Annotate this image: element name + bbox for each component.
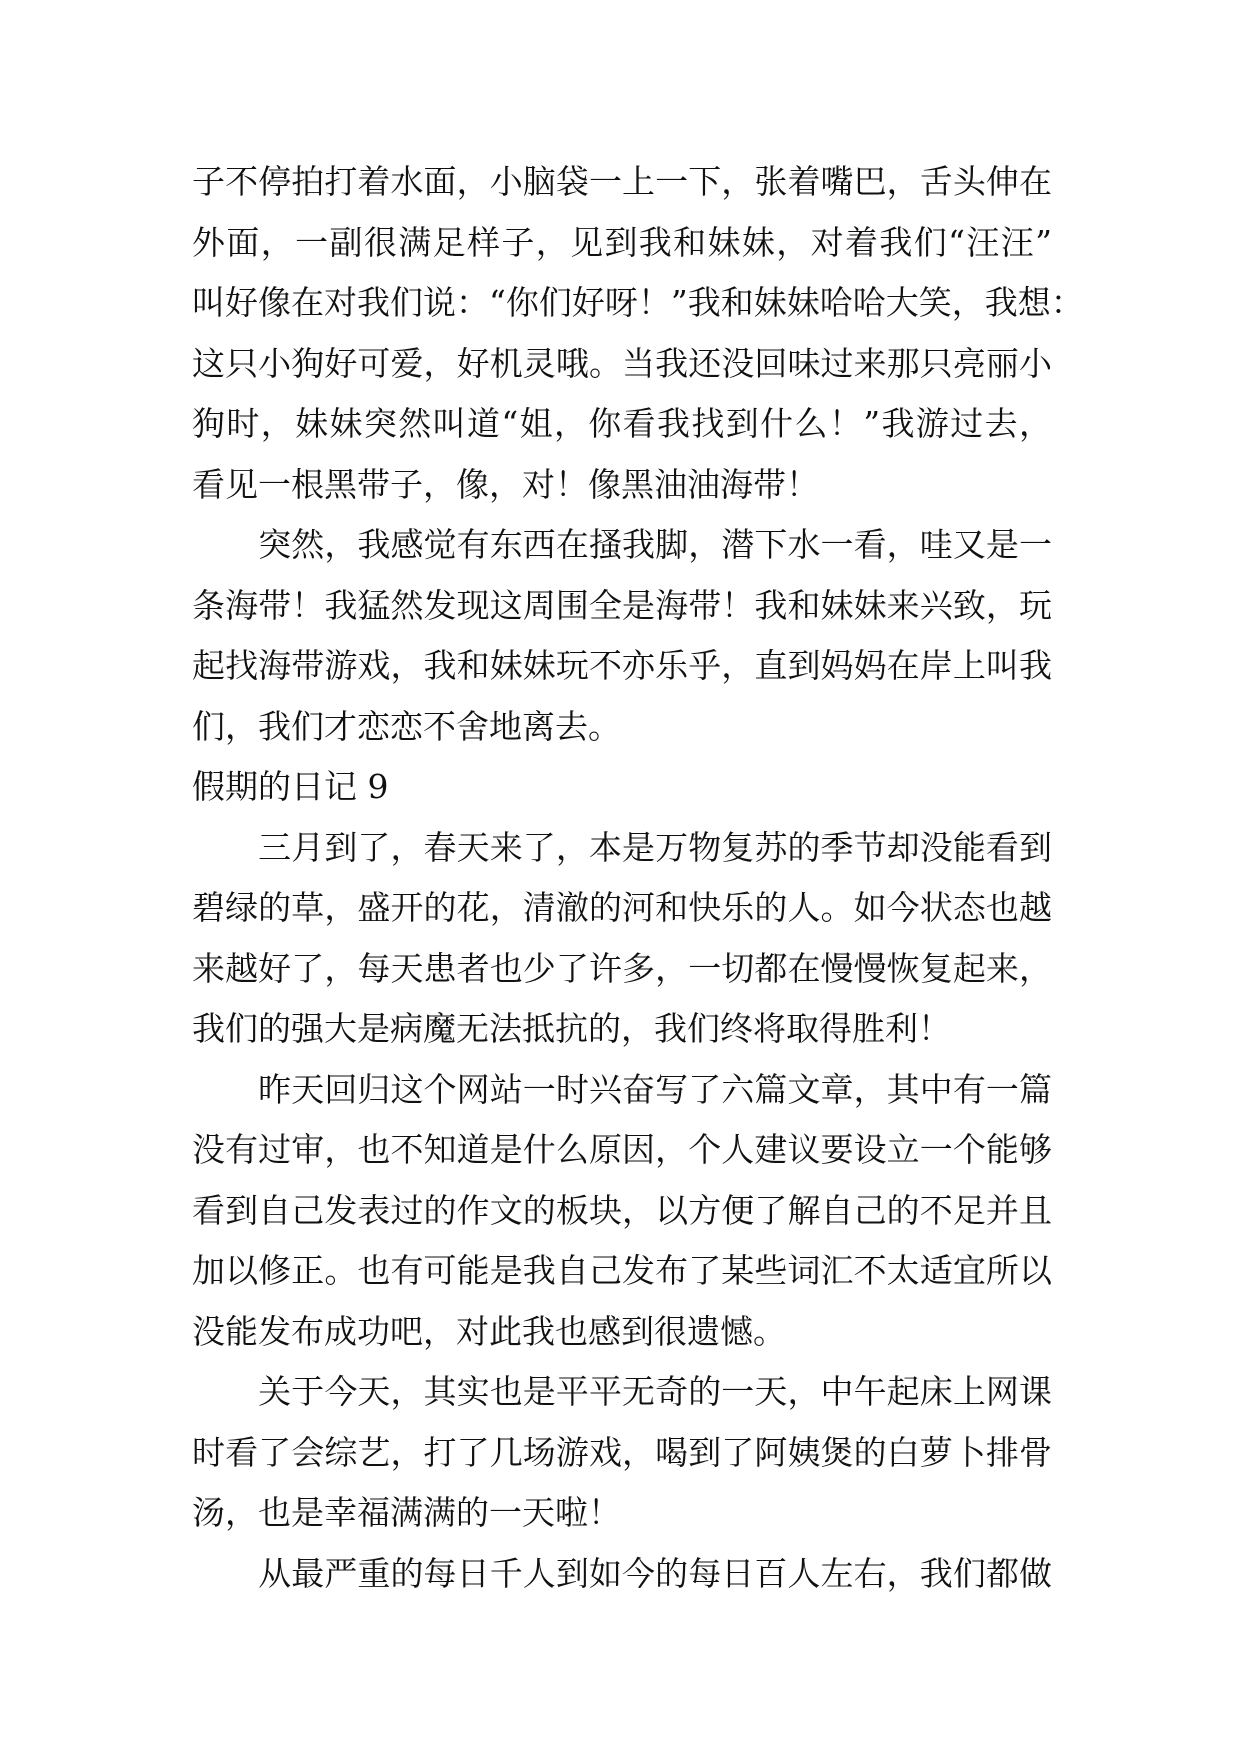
text-line: 看到自己发表过的作文的板块，以方便了解自己的不足并且 [192, 1190, 1052, 1230]
text-line: 关于今天，其实也是平平无奇的一天，中午起床上网课 [192, 1372, 1052, 1411]
text-line: 们，我们才恋恋不舍地离去。 [192, 706, 621, 746]
text-line: 突然，我感觉有东西在搔我脚，潜下水一看，哇又是一 [192, 525, 1052, 564]
text-line: 狗时，妹妹突然叫道“姐，你看我找到什么！”我游过去， [192, 404, 1052, 443]
text-line: 没能发布成功吧，对此我也感到很遗憾。 [192, 1311, 786, 1351]
text-line: 从最严重的每日千人到如今的每日百人左右，我们都做 [192, 1553, 1052, 1593]
text-line: 外面，一副很满足样子，见到我和妹妹，对着我们“汪汪” [192, 222, 1052, 262]
text-line: 叫好像在对我们说：“你们好呀！”我和妹妹哈哈大笑，我想： [192, 283, 1084, 322]
text-line: 这只小狗好可爱，好机灵哦。当我还没回味过来那只亮丽小 [192, 343, 1052, 383]
text-line: 三月到了，春天来了，本是万物复苏的季节却没能看到 [192, 827, 1052, 867]
text-line: 加以修正。也有可能是我自己发布了某些词汇不太适宜所以 [192, 1251, 1052, 1290]
text-line: 条海带！我猛然发现这周围全是海带！我和妹妹来兴致，玩 [192, 585, 1052, 625]
section-title: 假期的日记 9 [192, 767, 389, 806]
text-line: 没有过审，也不知道是什么原因，个人建议要设立一个能够 [192, 1130, 1052, 1169]
text-line: 看见一根黑带子，像，对！像黑油油海带！ [192, 464, 819, 504]
text-line: 我们的强大是病魔无法抵抗的，我们终将取得胜利！ [192, 1009, 951, 1048]
text-line: 起找海带游戏，我和妹妹玩不亦乐乎，直到妈妈在岸上叫我 [192, 646, 1052, 685]
text-line: 昨天回归这个网站一时兴奋写了六篇文章，其中有一篇 [192, 1069, 1052, 1109]
text-line: 子不停拍打着水面，小脑袋一上一下，张着嘴巴，舌头伸在 [192, 162, 1052, 201]
document-body [192, 152, 1084, 1604]
text-line: 来越好了，每天患者也少了许多，一切都在慢慢恢复起来， [192, 948, 1052, 988]
text-line: 汤，也是幸福满满的一天啦！ [192, 1493, 621, 1532]
text-line: 时看了会综艺，打了几场游戏，喝到了阿姨煲的白萝卜排骨 [192, 1432, 1052, 1472]
text-line: 碧绿的草，盛开的花，清澈的河和快乐的人。如今状态也越 [192, 888, 1052, 927]
